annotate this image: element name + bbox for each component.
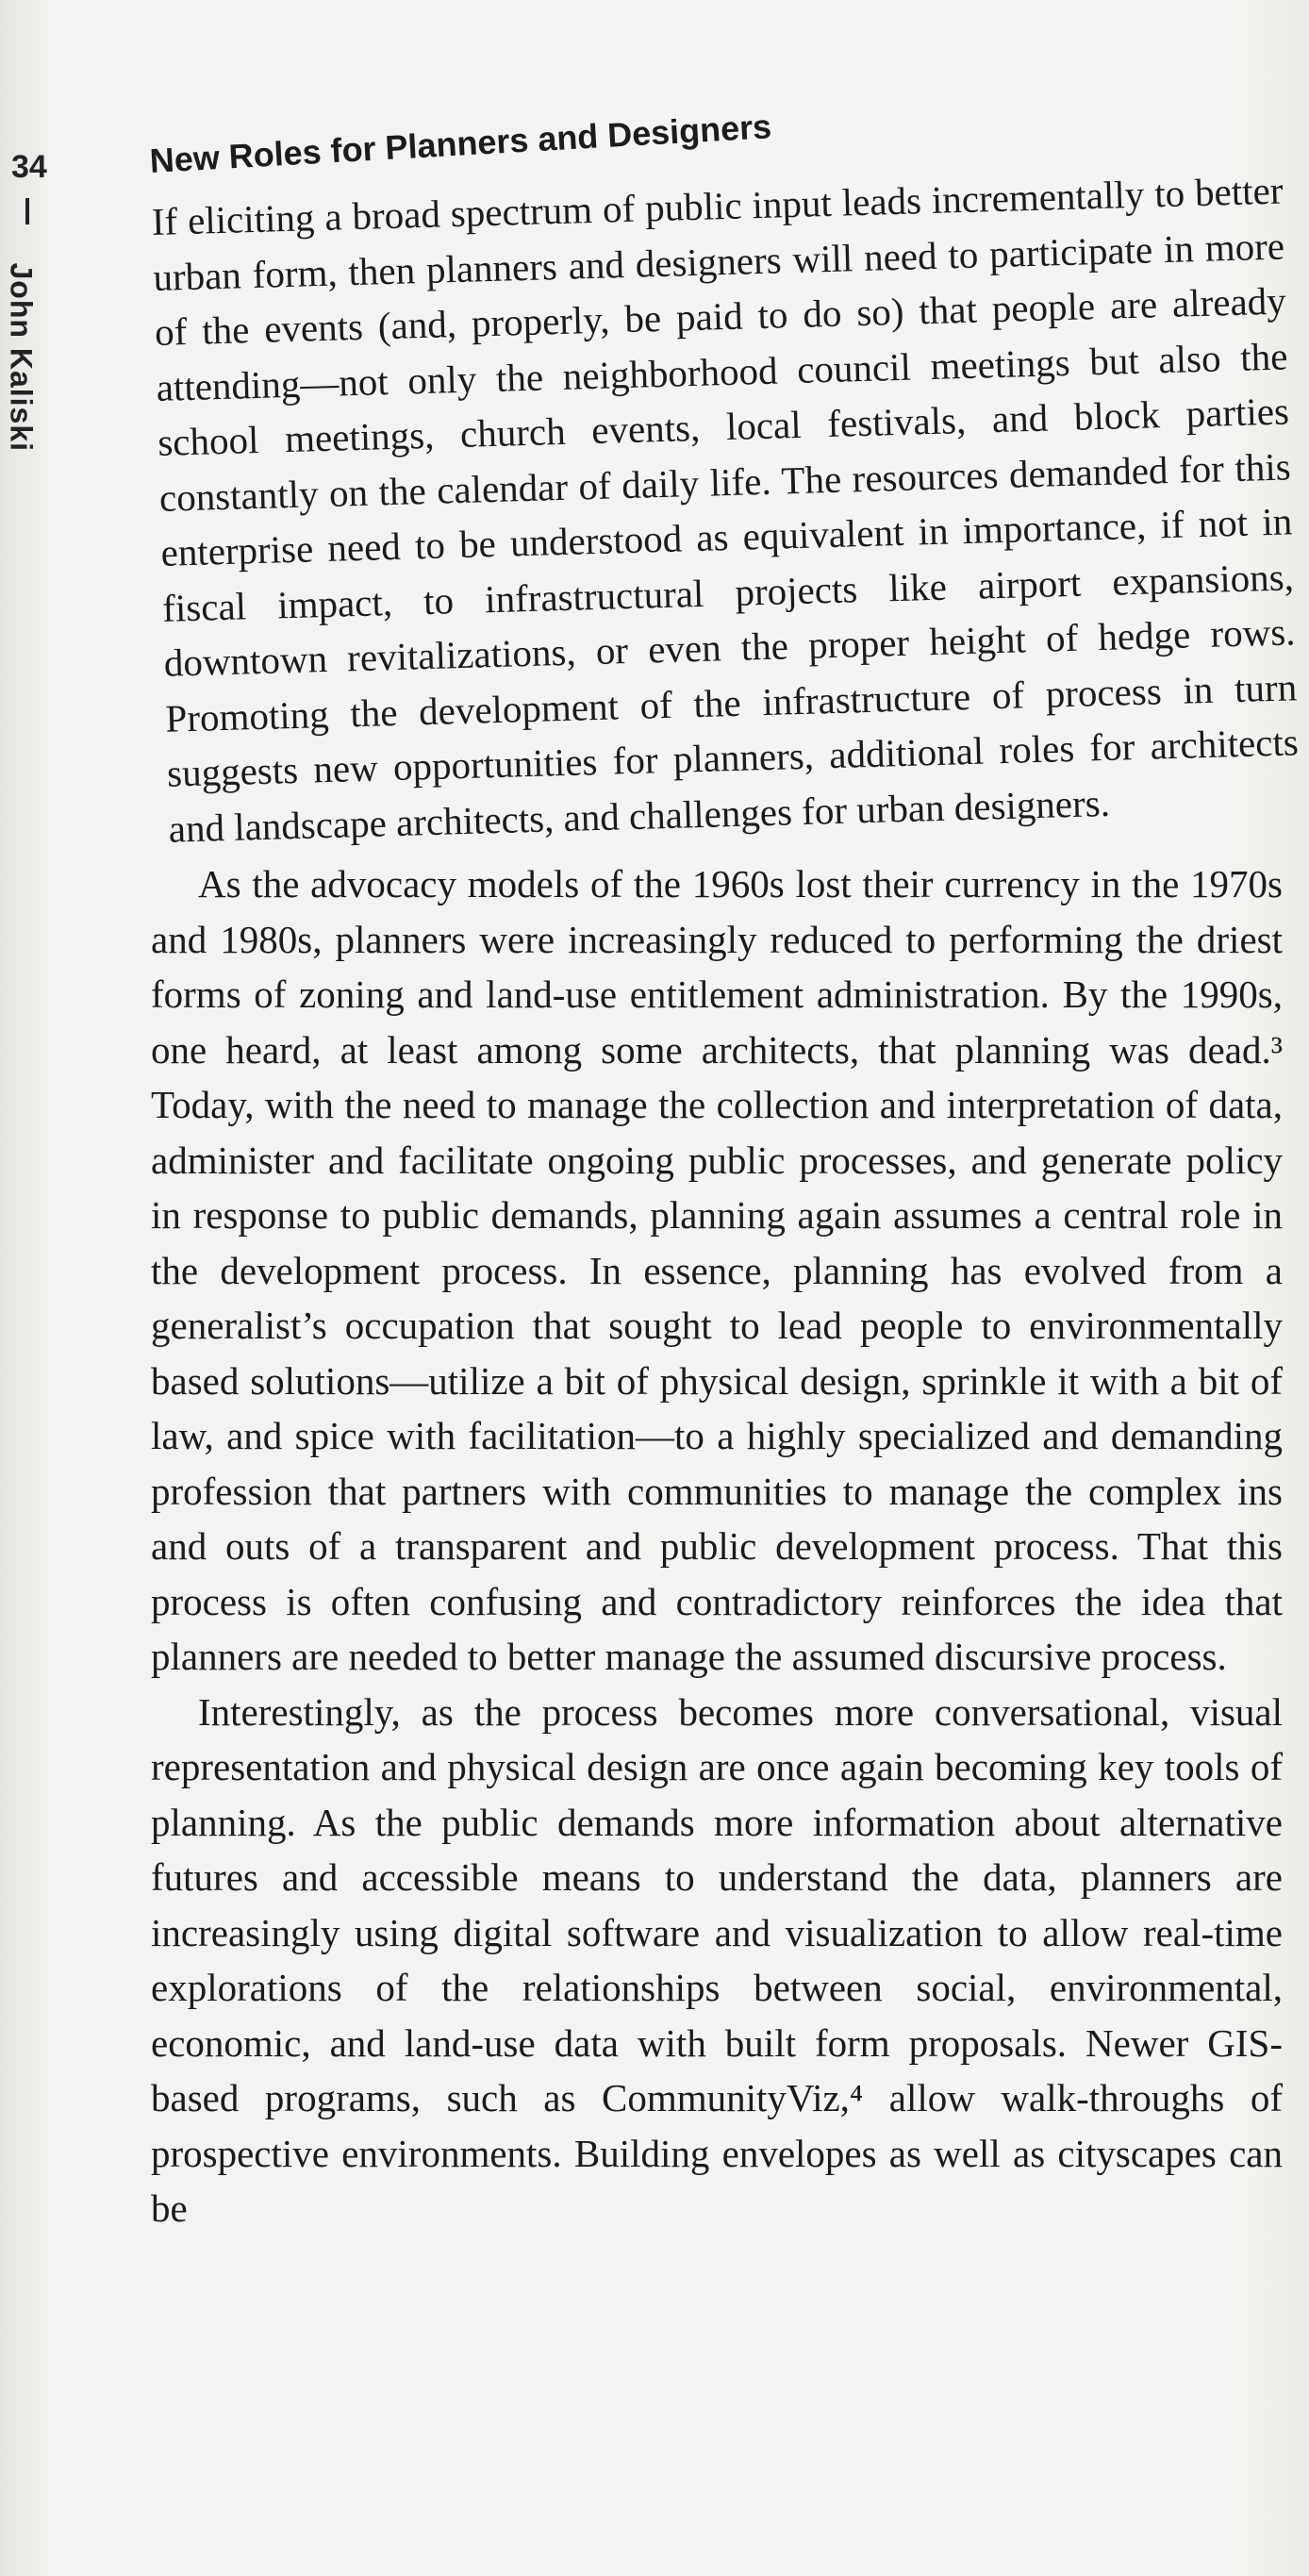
section-heading: New Roles for Planners and Designers xyxy=(148,107,773,181)
running-head-divider xyxy=(25,198,29,224)
running-head-author: John Kaliski xyxy=(4,262,39,452)
page-number: 34 xyxy=(11,149,47,185)
running-head xyxy=(0,198,85,557)
paragraph-1: If eliciting a broad spectrum of public input leads incrementally to better urban form, then planners and designers will need to participate in more of the events (and, properly, be paid to do so) that people are already attending—not only the neighborhood council meetings but also the school meetings, church events, local festivals, and block parties constantly on the calendar of daily life. The resources demanded for this enterprise need to be understood as equivalent in importance, if not in fiscal impact, to infrastructural projects like airport expansions, downtown revitalizations, or even the proper height of hedge rows. Promoting the development of the infrastructure of process in turn suggests new opportunities for planners, additional roles for architects and landscape architects, and challenges for urban designers. xyxy=(151,168,1300,851)
paragraph-2: As the advocacy models of the 1960s lost their currency in the 1970s and 1980s, planners were increasingly reduced to performing the driest forms of zoning and land-use entitlement administration. By the 1990s, one heard, at least among some architects, that planning was dead.³ Today, with the need to manage the collection and interpretation of data, administer and facilitate ongoing public processes, and generate policy in response to public demands, planning again assumes a central role in the development process. In essence, planning has evolved from a generalist’s occupation that sought to lead people to environmentally based solutions—utilize a bit of physical design, sprinkle it with a bit of law, and spice with facilitation—to a highly specialized and demanding profession that partners with communities to manage the complex ins and outs of a transparent and public development process. That this process is often confusing and contradictory reinforces the idea that planners are needed to better manage the assumed discursive process. xyxy=(151,862,1283,1678)
page-body xyxy=(148,107,1300,2236)
paragraph-3: Interestingly, as the process becomes more conversational, visual representation and physical design are once again becoming key tools of planning. As the public demands more information about alternative futures and accessible means to understand the data, planners are increasingly using digital software and visualization to allow real-time explorations of the relationships between social, environmental, economic, and land-use data with built form proposals. Newer GIS-based programs, such as CommunityViz,⁴ allow walk-throughs of prospective environments. Building envelopes as well as cityscapes can be xyxy=(151,1689,1283,2230)
